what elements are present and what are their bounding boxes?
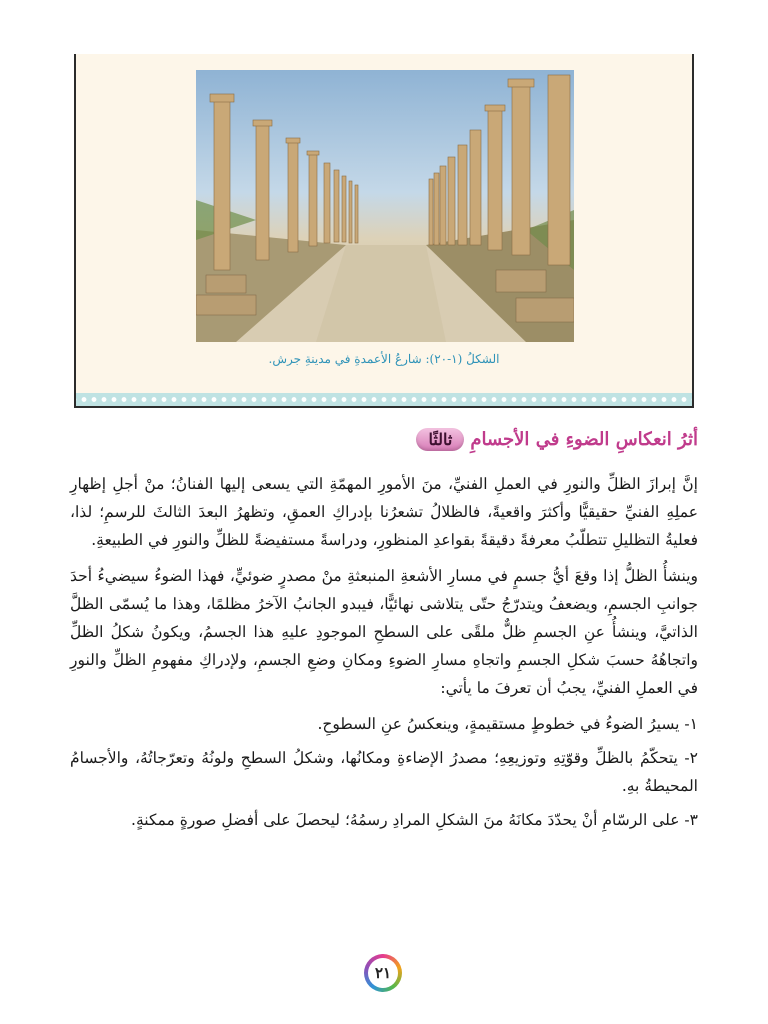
page-number-badge [364, 954, 402, 992]
paragraph: إنَّ إبرازَ الظلِّ والنورِ في العملِ الفنيِّ، منَ الأمورِ المهمّةِ التي يسعى إليها الفنانُ؛ منْ أجلِ إظهارِ عملِهِ الفنيِّ حقيقيًّا وأكثرَ واقعيةً، فالظلالُ تشعرُنا بإدراكِ العمقِ، وتظهرُ البعدَ الثالثَ للرسمِ؛ لذا، فعليةُ التظليلِ تتطلّبُ معرفةً دقيقةً بقواعدِ المنظورِ، ودراسةً مستفيضةً للظلِّ والنورِ في الطبيعةِ. [70, 475, 698, 549]
colonnade-photo [196, 70, 574, 342]
figure-panel [74, 54, 694, 408]
section-badge: ثالثًا [416, 428, 464, 451]
section-heading [416, 428, 698, 451]
list-item: ٣- على الرسّامِ أنْ يحدّدَ مكانَهُ منَ الشكلِ المرادِ رسمُهُ؛ ليحصلَ على أفضلِ صورةٍ ممكنةٍ. [131, 811, 698, 829]
list-item: ١- يسيرُ الضوءُ في خطوطٍ مستقيمةٍ، وينعكسُ عنِ السطوحِ. [317, 715, 698, 733]
body-text [70, 470, 698, 840]
section-title: أثرُ انعكاسِ الضوءِ في الأجسامِ [470, 429, 698, 450]
dotted-border [76, 393, 692, 408]
figure-caption: الشكلُ (١-٢٠): شارعُ الأعمدةِ في مدينةِ جرش. [268, 352, 500, 366]
page-number: ٢١ [368, 958, 398, 988]
paragraph: وينشأُ الظلُّ إذا وقعَ أيُّ جسمٍ في مسارِ الأشعةِ المنبعثةِ منْ مصدرٍ ضوئيٍّ، فهذا الضوءُ سيضيءُ أحدَ جوانبِ الجسمِ، ويضعفُ ويتدرّجُ حتّى يتلاشى نهائيًّا، فيبدو الجانبُ الآخرُ مظلمًا، وهذا ما يُسمّى الظلَّ الذاتيَّ، وينشأُ عنِ الجسمِ ظلٌّ ملقًى على السطحِ الموجودِ عليهِ هذا الجسمُ، ويكونُ شكلُ الظلِّ واتجاهُهُ حسبَ شكلِ الجسمِ واتجاهِ مسارِ الضوءِ ومكانِ وضعِ الجسمِ، ولإدراكِ مفهومِ الظلِّ والنورِ في العملِ الفنيِّ، يجبُ أن تعرفَ ما يأتي: [70, 567, 698, 697]
list-item: ٢- يتحكّمُ بالظلِّ وقوّتِهِ وتوزيعِهِ؛ مصدرُ الإضاءةِ ومكانُها، وشكلُ السطحِ ولونُهُ وتعرّجاتُهُ، والأجسامُ المحيطةُ بهِ. [70, 749, 698, 795]
colonnade-illustration [196, 70, 574, 342]
